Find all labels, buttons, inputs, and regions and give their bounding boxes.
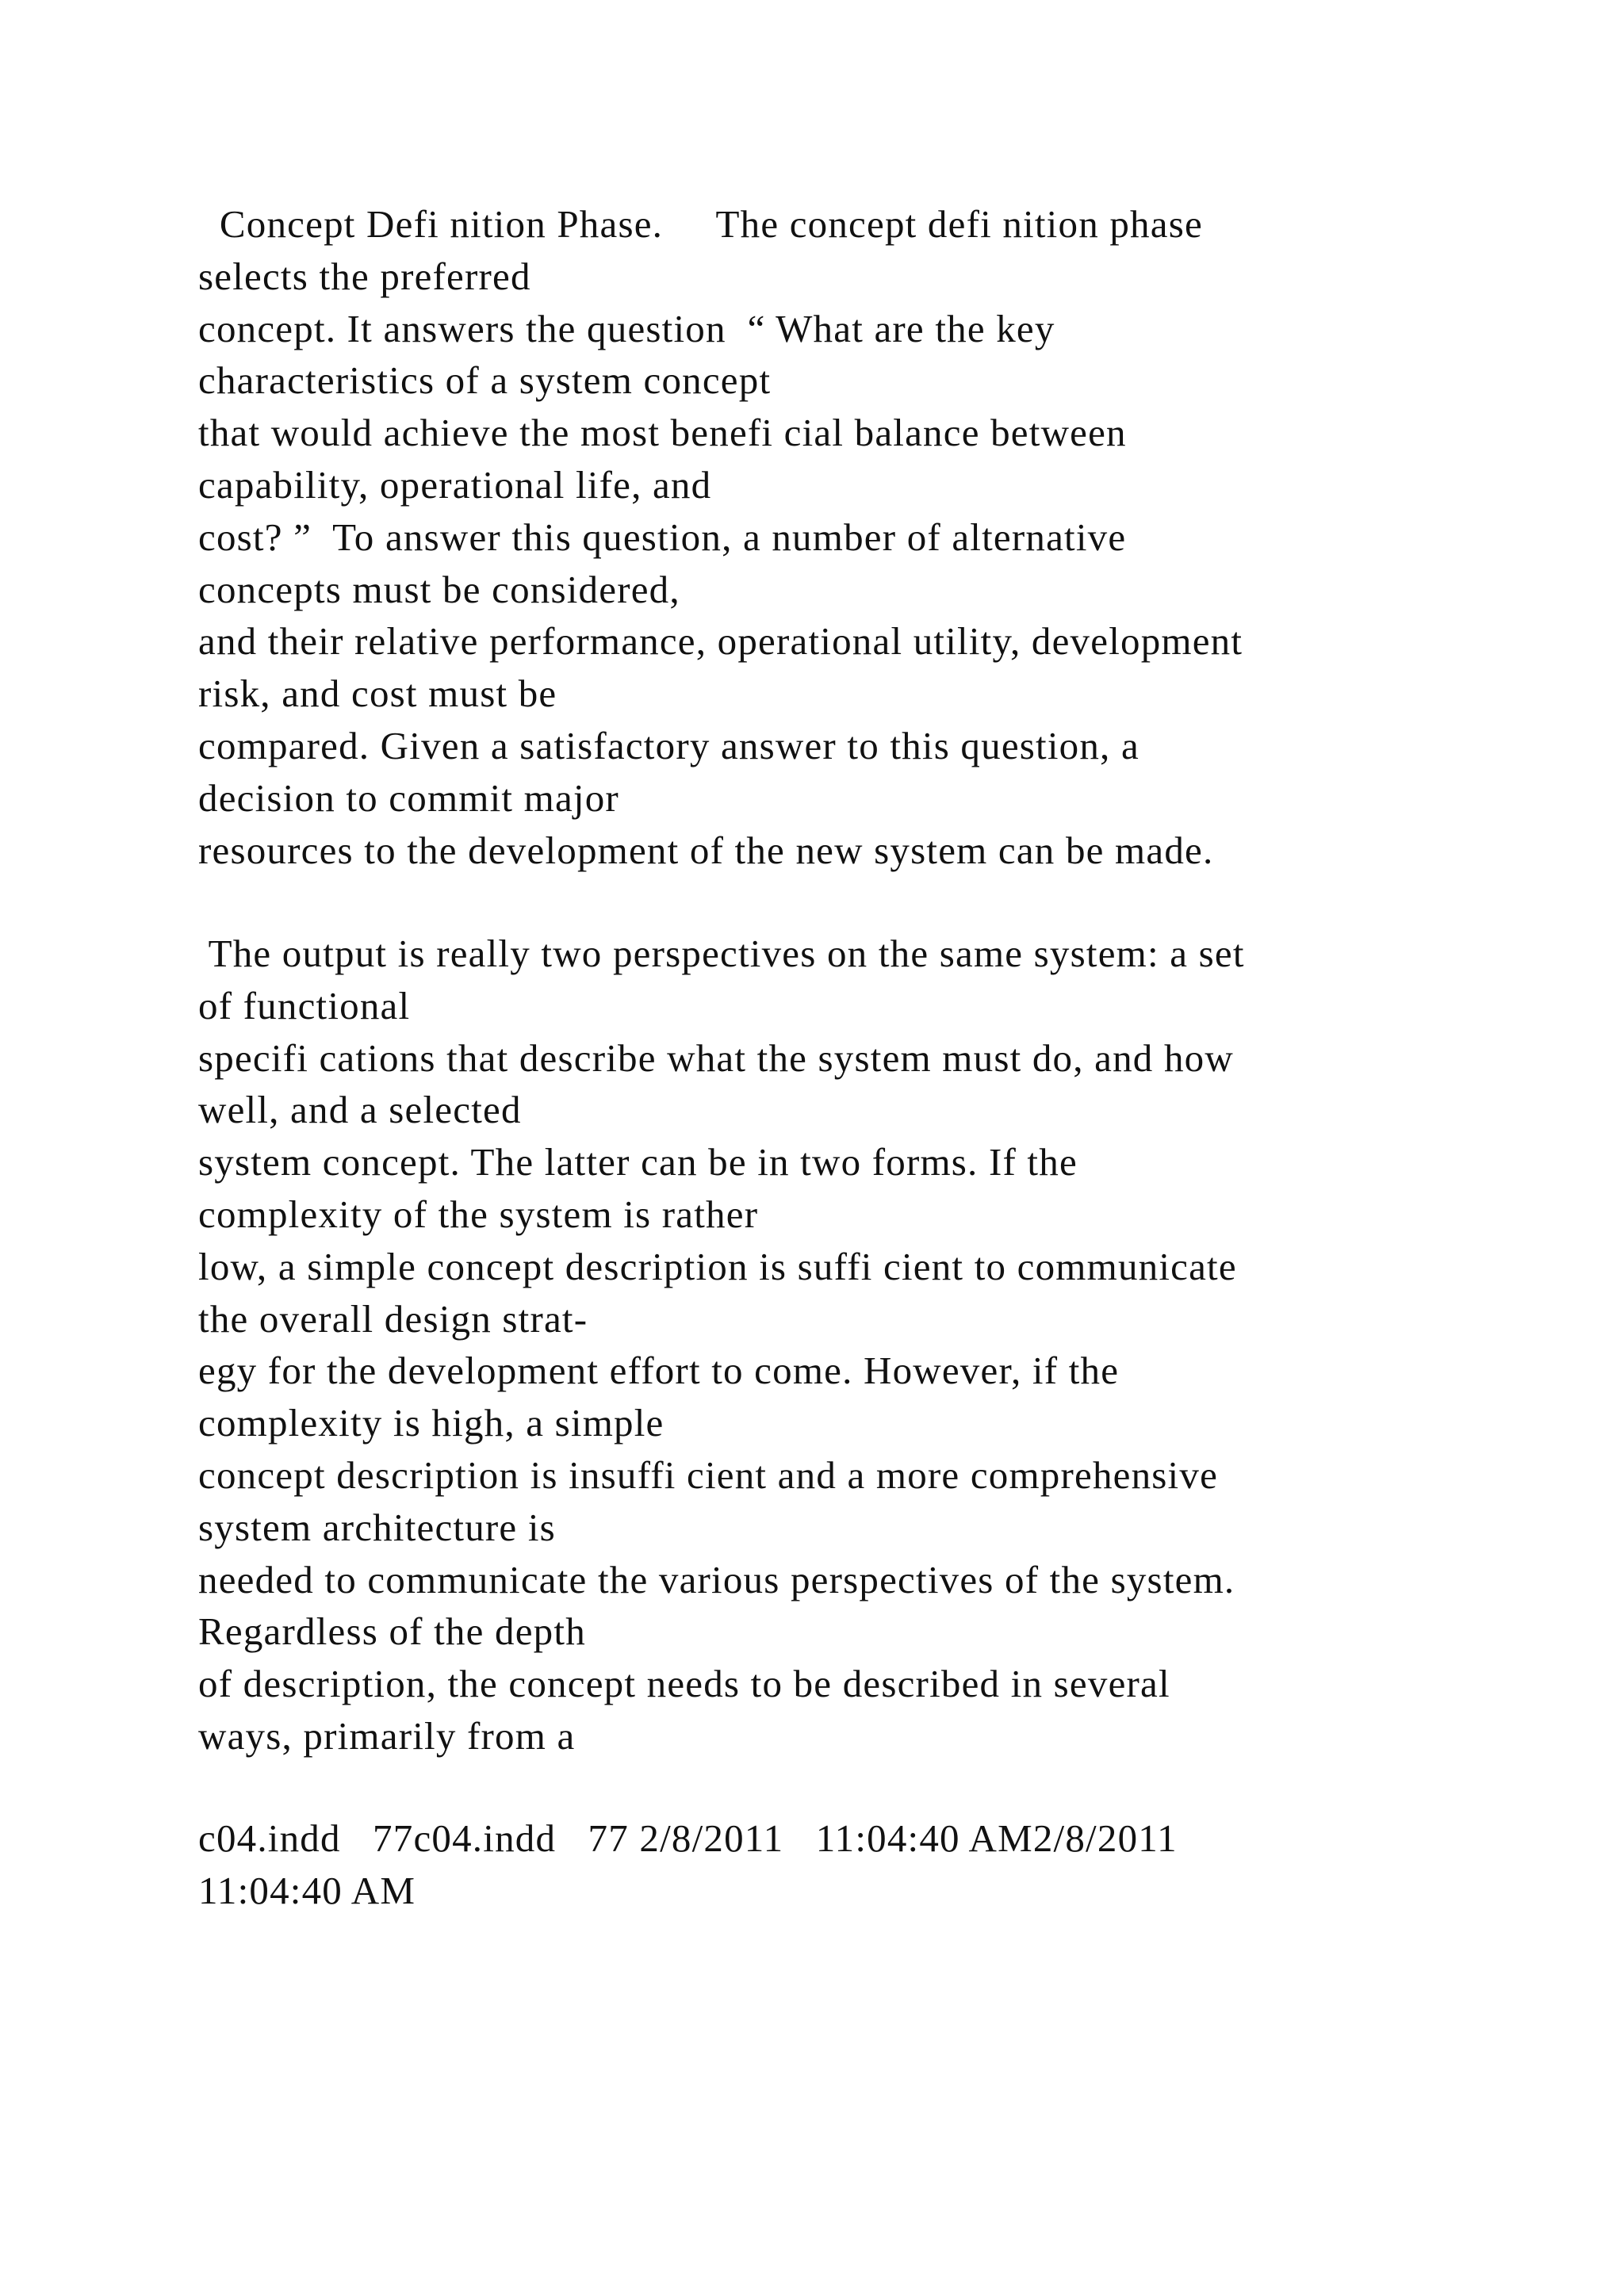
text-line: Regardless of the depth (198, 1609, 586, 1654)
text-line: complexity of the system is rather (198, 1192, 759, 1236)
text-line: The output is really two perspectives on the same system: a set (198, 932, 1245, 975)
text-line: decision to commit major (198, 775, 619, 820)
text-line: cost? ” To answer this question, a number of alternative (198, 515, 1127, 559)
text-line: complexity is high, a simple (198, 1401, 665, 1445)
text-line: of functional (198, 983, 411, 1027)
text-line: risk, and cost must be (198, 672, 557, 716)
text-line: compared. Given a satisfactory answer to this question, a (198, 723, 1139, 767)
text-line: well, and a selected (198, 1088, 522, 1132)
text-line: Concept Defi nition Phase. The concept defi nition phase (198, 202, 1203, 246)
text-line: concepts must be considered, (198, 567, 680, 611)
text-line: and their relative performance, operational utility, development (198, 619, 1243, 664)
text-line: low, a simple concept description is suffi cient to communicate (198, 1244, 1237, 1288)
footer-line: c04.indd 77c04.indd 77 2/8/2011 11:04:40 AM2/8/2011 (198, 1816, 1178, 1860)
text-line: resources to the development of the new system can be made. (198, 828, 1214, 872)
text-line: that would achieve the most benefi cial balance between (198, 411, 1127, 455)
text-line: egy for the development effort to come. However, if the (198, 1349, 1120, 1393)
text-line: of description, the concept needs to be described in several (198, 1662, 1170, 1706)
footer-line: 11:04:40 AM (198, 1868, 416, 1912)
text-line: characteristics of a system concept (198, 358, 772, 403)
paragraph-output-perspectives (198, 928, 1467, 1762)
text-line: ways, primarily from a (198, 1713, 576, 1758)
text-line: capability, operational life, and (198, 462, 712, 507)
text-line: specifi cations that describe what the system must do, and how (198, 1035, 1234, 1080)
text-line: needed to communicate the various perspectives of the system. (198, 1557, 1235, 1601)
print-slug-footer (198, 1812, 1467, 1917)
text-line: the overall design strat- (198, 1296, 588, 1341)
paragraph-concept-definition (198, 198, 1467, 876)
text-line: selects the preferred (198, 254, 531, 298)
text-line: concept. It answers the question “ What are the key (198, 306, 1055, 350)
text-line: concept description is insuffi cient and a more comprehensive (198, 1452, 1219, 1497)
text-line: system architecture is (198, 1505, 556, 1549)
text-line: system concept. The latter can be in two forms. If the (198, 1140, 1078, 1184)
